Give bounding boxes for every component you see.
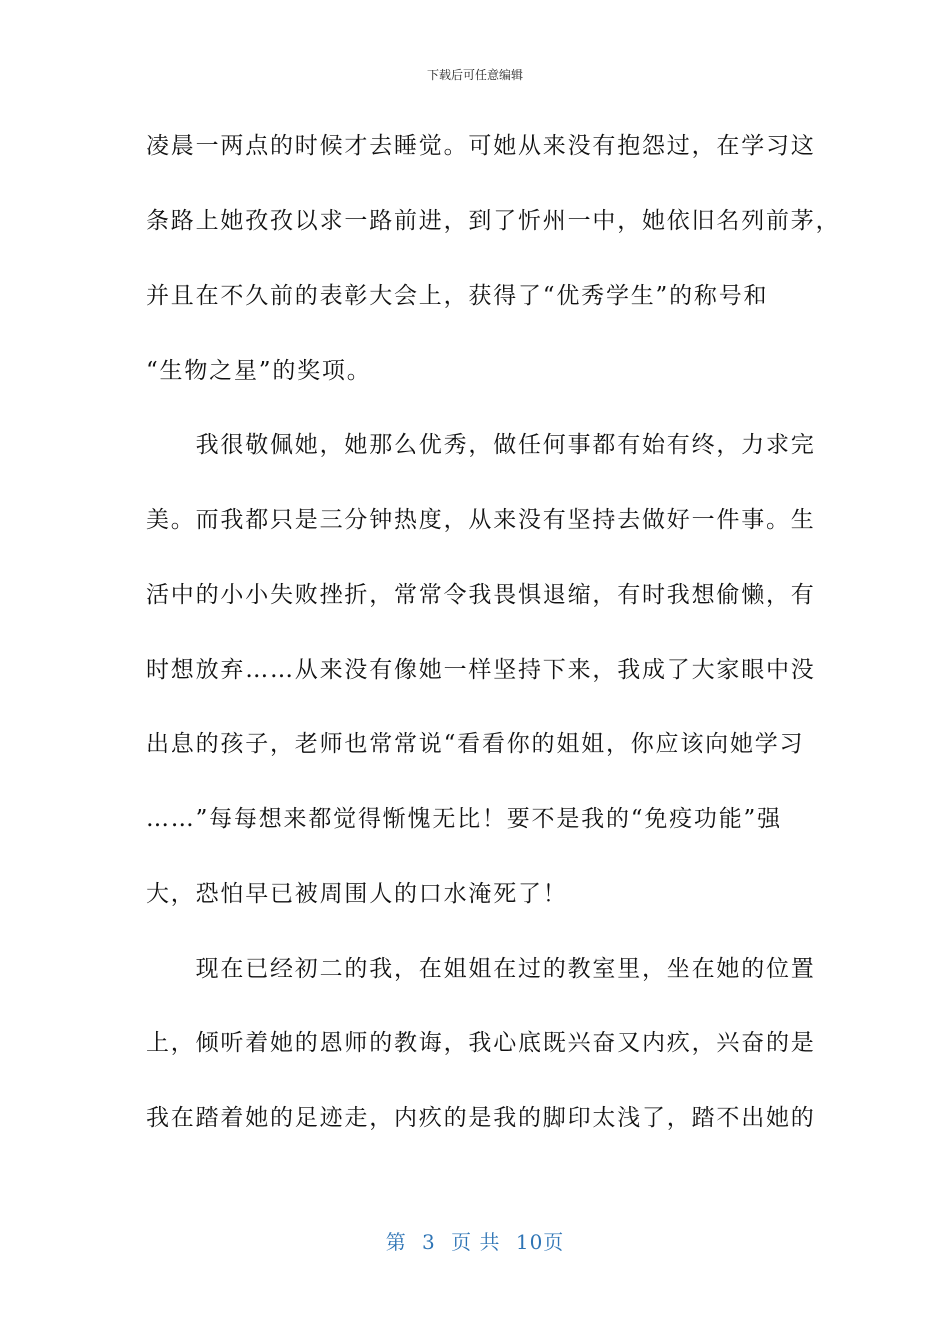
text-line: “生物之星”的奖项。	[146, 358, 372, 384]
text-line: 凌晨一两点的时候才去睡觉。可她从来没有抱怨过，在学习这	[146, 133, 816, 159]
text-line: 大，恐怕早已被周围人的口水淹死了！	[146, 881, 568, 907]
text-line: 出息的孩子，老师也常常说“看看你的姐姐，你应该向她学习	[146, 731, 805, 757]
text-line: 上，倾听着她的恩师的教诲，我心底既兴奋又内疚，兴奋的是	[146, 1030, 816, 1056]
text-line: ……”每每想来都觉得惭愧无比！要不是我的“免疫功能”强	[146, 806, 782, 832]
text-line: 我很敬佩她，她那么优秀，做任何事都有始有终，力求完	[146, 432, 816, 458]
text-line: 时想放弃……从来没有像她一样坚持下来，我成了大家眼中没	[146, 657, 816, 683]
text-line: 并且在不久前的表彰大会上，获得了“优秀学生”的称号和	[146, 283, 769, 309]
footer-total-pages: 10页	[515, 1230, 565, 1254]
footer-page-number: 3	[422, 1230, 436, 1254]
footer-middle: 页 共	[451, 1230, 501, 1254]
text-line: 活中的小小失败挫折，常常令我畏惧退缩，有时我想偷懒，有	[146, 582, 816, 608]
text-line: 我在踏着她的足迹走，内疚的是我的脚印太浅了，踏不出她的	[146, 1105, 816, 1131]
text-line: 现在已经初二的我，在姐姐在过的教室里，坐在她的位置	[146, 956, 816, 982]
page-footer	[0, 1226, 950, 1255]
footer-prefix: 第	[385, 1230, 407, 1254]
page-header: 下载后可任意编辑	[426, 68, 523, 82]
text-line: 美。而我都只是三分钟热度，从来没有坚持去做好一件事。生	[146, 507, 816, 533]
text-line: 条路上她孜孜以求一路前进，到了忻州一中，她依旧名列前茅，	[146, 208, 841, 234]
